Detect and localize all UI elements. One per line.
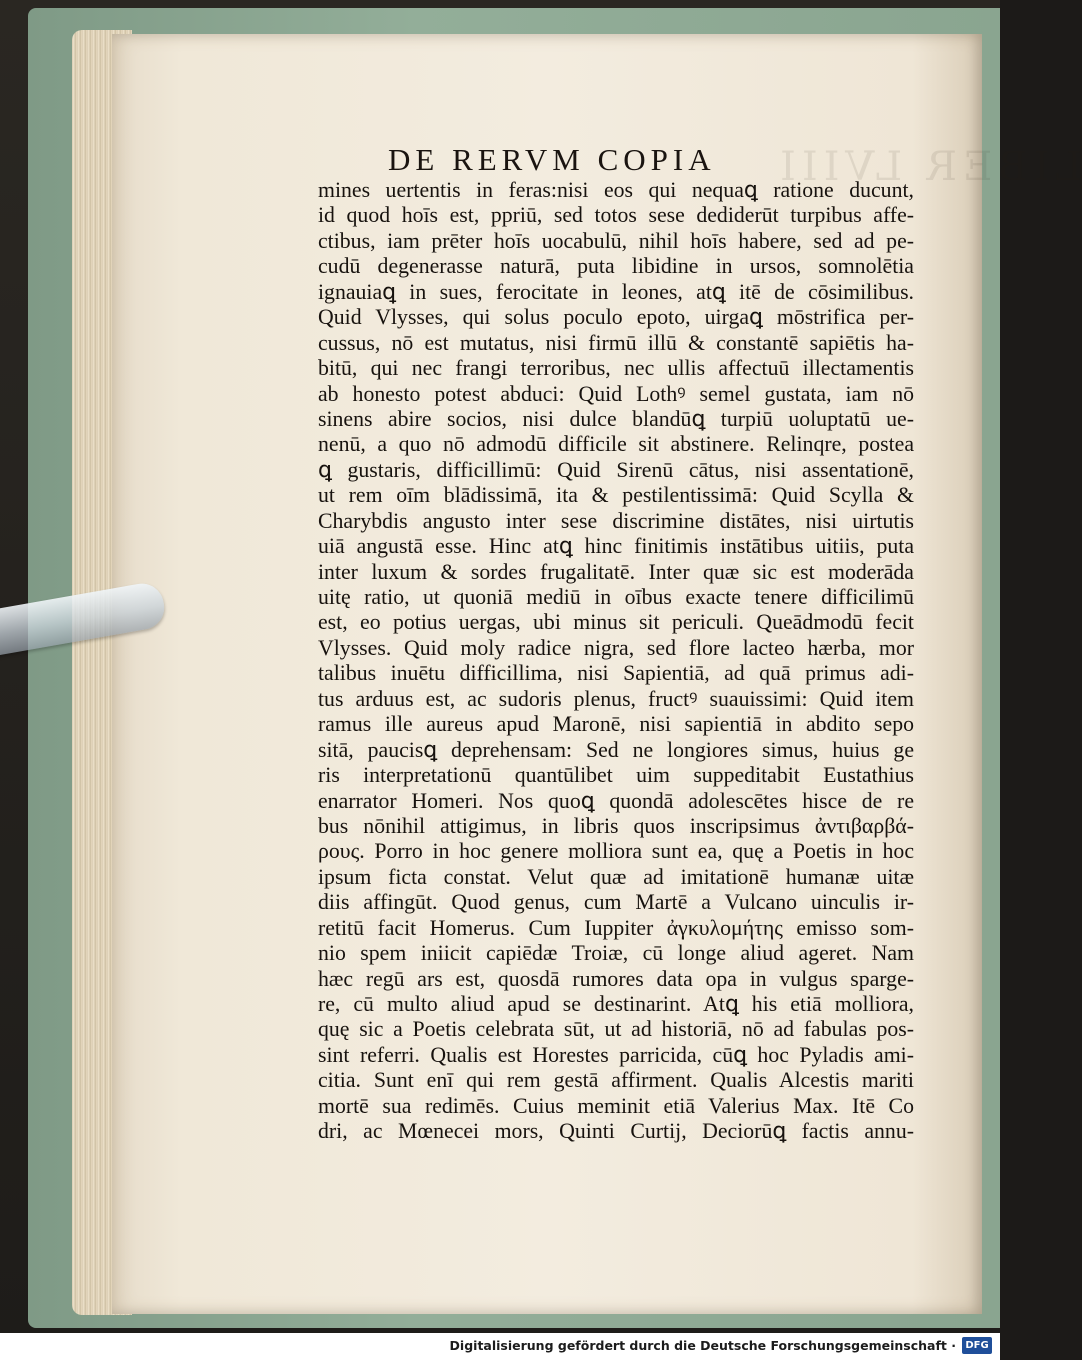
text-line: id quod hoīs est, ppriū, sed totos sese dediderūt turpibus affe- [318, 203, 914, 228]
text-line: est, eo potius uergas, ubi minus sit periculi. Queādmodū fecit [318, 610, 914, 635]
funding-credit: Digitalisierung gefördert durch die Deutsche Forschungsgemeinschaft · [449, 1338, 956, 1353]
text-line: retitū facit Homerus. Cum Iuppiter ἀγκυλομήτης emisso som- [318, 915, 914, 940]
text-line: talibus inuētu difficillima, nisi Sapientiā, ad quā primus adi- [318, 661, 914, 686]
text-line: uitę ratio, ut quoniā mediū in oībus exacte tenere difficilimū [318, 585, 914, 609]
text-line: Charybdis angusto inter sese discrimine distātes, nisi uirtutis [318, 508, 914, 533]
text-line: inter luxum & sordes frugalitatē. Inter quæ sic est moderāda [318, 559, 914, 584]
text-line: bitū, qui nec frangi terroribus, nec ullis affectuū illectamentis [318, 356, 914, 381]
text-line: cudū degenerasse naturā, puta libidine in ursos, somnolētia [318, 254, 914, 279]
text-line: nio spem iniicit capiēdæ Troiæ, cū longe aliud ageret. Nam [318, 941, 914, 966]
text-line: sint referri. Qualis est Horestes parricida, cūꝗ hoc Pyladis ami- [318, 1042, 914, 1067]
dfg-logo: DFG [962, 1337, 992, 1354]
text-line: sitā, paucisꝗ deprehensam: Sed ne longiores simus, huius ge [318, 737, 914, 762]
text-line: citia. Sunt enī qui rem gestā affirment. Qualis Alcestis mariti [318, 1068, 914, 1093]
text-line: hæc regū ars est, quosdā rumores data opa in vulgus sparge- [318, 966, 914, 991]
text-line: ꝗ gustaris, difficillimū: Quid Sirenū cātus, nisi assentationē, [318, 457, 914, 482]
bleed-through-text: LIBER LVIII [774, 144, 1082, 190]
text-line: ab honesto potest abduci: Quid Lothꝰ semel gustata, iam nō [318, 381, 914, 406]
text-line: bus nōnihil attigimus, in libris quos inscripsimus ἀντιβαρβά- [318, 813, 914, 838]
text-line: ρους. Porro in hoc genere molliora sunt ea, quę a Poetis in hoc [318, 839, 914, 864]
text-line: quę sic a Poetis celebrata sūt, ut ad historiā, nō ad fabulas pos- [318, 1017, 914, 1042]
text-line: ctibus, iam prēter hoīs uocabulū, nihil hoīs habere, sed ad pe- [318, 228, 914, 253]
body-text [318, 178, 914, 1145]
text-line: uiā angustā esse. Hinc atꝗ hinc finitimis instātibus uitiis, puta [318, 534, 914, 559]
text-line: Vlysses. Quid moly radice nigra, sed flore lacteo hærba, mor [318, 635, 914, 660]
text-line: mortē sua redimēs. Cuius meminit etiā Valerius Max. Itē Co [318, 1093, 914, 1118]
text-line: ris interpretationū quantūlibet uim suppeditabit Eustathius [318, 763, 914, 788]
text-line: dri, ac Mœnecei mors, Quinti Curtij, Deciorūꝗ factis annu- [318, 1119, 914, 1144]
text-line: ramus ille aureus apud Maronē, nisi sapientiā in abdito sepo [318, 712, 914, 737]
text-line: nenū, a quo nō admodū difficile sit abstinere. Relinqre, postea [318, 432, 914, 457]
text-line: ignauiaꝗ in sues, ferocitate in leones, atꝗ itē de cōsimilibus. [318, 279, 914, 304]
text-line: ut rem oīm blādissimā, ita & pestilentissimā: Quid Scylla & [318, 483, 914, 508]
text-line: ipsum ficta constat. Velut quæ ad imitationē humanæ uitæ [318, 864, 914, 889]
running-header: DE RERVM COPIA [388, 142, 716, 177]
text-line: re, cū multo aliud apud se destinarint. Atꝗ his etiā molliora, [318, 992, 914, 1016]
text-line: enarrator Homeri. Nos quoꝗ quondā adolescētes hisce de re [318, 788, 914, 813]
text-line: mines uertentis in feras:nisi eos qui nequaꝗ ratione ducunt, [318, 178, 914, 202]
text-line: Quid Vlysses, qui solus poculo epoto, uirgaꝗ mōstrifica per- [318, 305, 914, 330]
text-line: diis affingūt. Quod genus, cum Martē a Vulcano uinculis ir- [318, 890, 914, 915]
text-line: sinens abire socios, nisi dulce blandūꝗ turpiū uoluptatū ue- [318, 406, 914, 431]
text-line: cussus, nō est mutatus, nisi firmū illū & constantē sapiētis ha- [318, 330, 914, 355]
text-line: tus arduus est, ac sudoris plenus, fructꝰ suauissimi: Quid item [318, 686, 914, 711]
footer-bar [0, 1333, 1000, 1360]
